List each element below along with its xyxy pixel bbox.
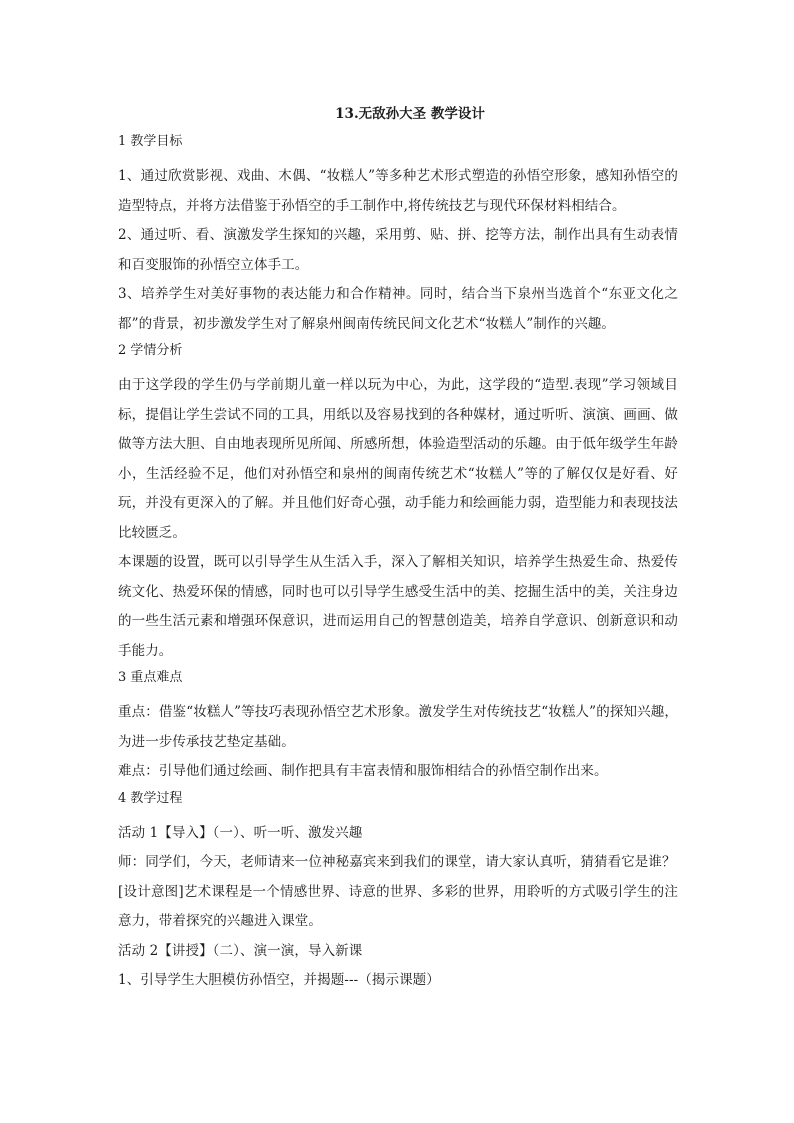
paragraph: 由于这学段的学生仍与学前期儿童一样以玩为中心，为此，这学段的“造型.表现”学习领域目标，提倡让学生尝试不同的工具，用纸以及容易找到的各种媒材，通过听听、演演、画画、做做等方法大胆、自由地表现所见所闻、所感所想，体验造型活动的乐趣。由于低年级学生年龄小，生活经验不足，他们对孙悟空和泉州的闽南传统艺术“妆糕人”等的了解仅仅是好看、好玩，并没有更深入的了解。并且他们好奇心强，动手能力和绘画能力弱，造型能力和表现技法比较匮乏。	[118, 377, 678, 541]
paragraph: 1、引导学生大胆模仿孙悟空，并揭题---（揭示课题）	[118, 972, 440, 988]
paragraph: 3、培养学生对美好事物的表达能力和合作精神。同时，结合当下泉州当选首个“东亚文化之都”的背景，初步激发学生对了解泉州闽南传统民间文化艺术“妆糕人”制作的兴趣。	[118, 286, 678, 332]
paragraph: 难点：引导他们通过绘画、制作把具有丰富表情和服饰相结合的孙悟空制作出来。	[118, 763, 608, 779]
paragraph: 活动 2【讲授】（二）、演一演，导入新课	[118, 942, 363, 959]
paragraph: [设计意图]艺术课程是一个情感世界、诗意的世界、多彩的世界，用聆听的方式吸引学生的注意力，带着探究的兴趣进入课堂。	[118, 883, 678, 929]
document-page	[118, 104, 678, 996]
document-title: 13.无敌孙大圣 教学设计	[335, 106, 485, 122]
paragraph: 2、通过听、看、演激发学生探知的兴趣，采用剪、贴、拼、挖等方法，制作出具有生动表情和百变服饰的孙悟空立体手工。	[118, 227, 678, 273]
paragraph: 重点：借鉴“妆糕人”等技巧表现孙悟空艺术形象。激发学生对传统技艺“妆糕人”的探知兴趣，为进一步传承技艺垫定基础。	[118, 704, 678, 750]
paragraph: 1、通过欣赏影视、戏曲、木偶、“妆糕人”等多种艺术形式塑造的孙悟空形象，感知孙悟空的造型特点，并将方法借鉴于孙悟空的手工制作中,将传统技艺与现代环保材料相结合。	[118, 168, 678, 214]
paragraph: 师：同学们，今天，老师请来一位神秘嘉宾来到我们的课堂，请大家认真听，猜猜看它是谁？	[118, 854, 676, 870]
section-heading-process: 4 教学过程	[118, 790, 183, 806]
section-heading-key-points: 3 重点难点	[118, 670, 183, 685]
section-heading-analysis: 2 学情分析	[118, 343, 183, 358]
section-heading-objectives: 1 教学目标	[118, 134, 183, 149]
paragraph: 活动 1【导入】（一）、听一听、激发兴趣	[118, 824, 363, 841]
paragraph: 本课题的设置，既可以引导学生从生活入手，深入了解相关知识，培养学生热爱生命、热爱传统文化、热爱环保的情感，同时也可以引导学生感受生活中的美、挖掘生活中的美，关注身边的一些生活元素和增强环保意识，进而运用自己的智慧创造美，培养自学意识、创新意识和动手能力。	[118, 554, 678, 659]
